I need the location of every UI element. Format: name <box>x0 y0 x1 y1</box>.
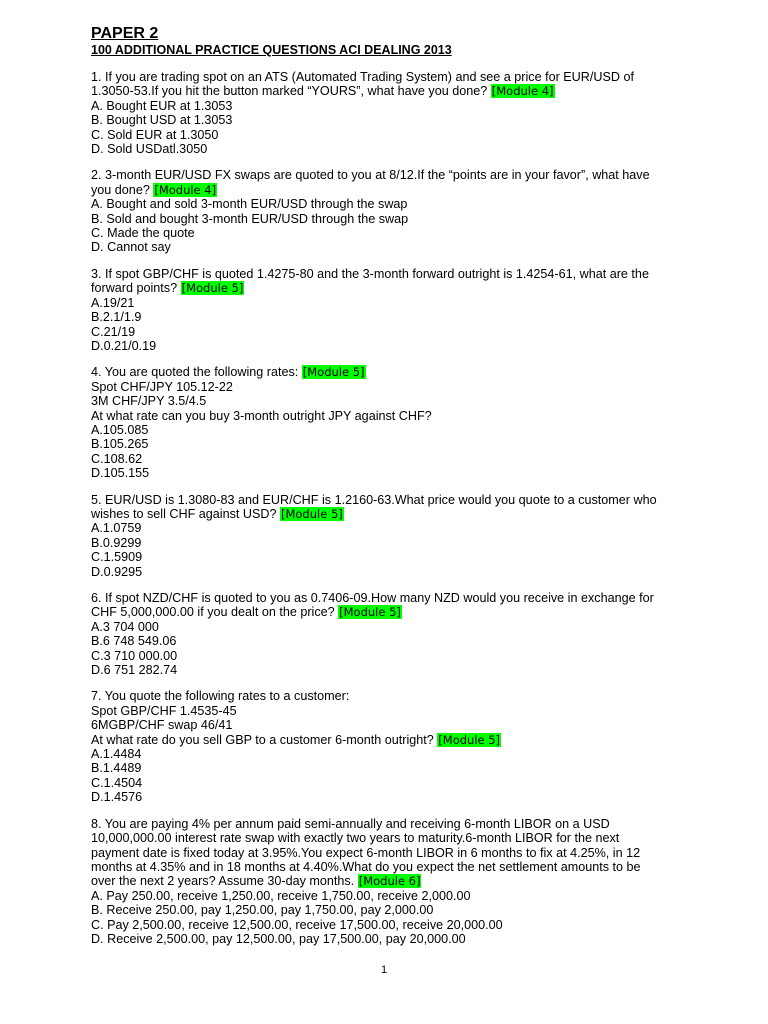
module-tag: [Module 5] <box>302 365 365 380</box>
module-tag: [Module 6] <box>358 874 421 889</box>
question-text: 5. EUR/USD is 1.3080-83 and EUR/CHF is 1.2160-63.What price would you quote to a customer who <box>91 492 657 507</box>
question-text: 1. If you are trading spot on an ATS (Automated Trading System) and see a price for EUR/USD of <box>91 70 634 84</box>
answer-option: A.19/21 <box>91 295 135 310</box>
question-text: 3M CHF/JPY 3.5/4.5 <box>91 394 207 409</box>
answer-option: D.105.155 <box>91 466 150 481</box>
answer-option: C. Sold EUR at 1.3050 <box>91 127 219 142</box>
answer-option: C.21/19 <box>91 324 136 339</box>
answer-option: C.108.62 <box>91 451 143 466</box>
answer-option: D.0.21/0.19 <box>91 338 157 353</box>
question-text: over the next 2 years? Assume 30-day months. [Module 6] <box>91 874 421 889</box>
question-text: At what rate can you buy 3-month outright JPY against CHF? <box>91 408 432 423</box>
question-text: Spot CHF/JPY 105.12-22 <box>91 379 233 394</box>
answer-option: A.105.085 <box>91 422 149 437</box>
question-text: months at 4.35% and in 18 months at 4.40%.What do you expect the net settlement amounts to be <box>91 859 641 874</box>
question-text: 6MGBP/CHF swap 46/41 <box>91 718 233 733</box>
question-text: 6. If spot NZD/CHF is quoted to you as 0.7406-09.How many NZD would you receive in exchange for <box>91 591 654 605</box>
answer-option: B.0.9299 <box>91 535 142 550</box>
question-3 <box>91 267 708 353</box>
question-4 <box>91 365 708 480</box>
answer-option: D. Receive 2,500.00, pay 12,500.00, pay 17,500.00, pay 20,000.00 <box>91 931 466 946</box>
module-tag: [Module 5] <box>280 506 343 521</box>
module-tag: [Module 4] <box>154 182 217 197</box>
question-text: 10,000,000.00 interest rate swap with exactly two years to maturity.6-month LIBOR for the next <box>91 831 620 846</box>
answer-option: D. Sold USDatl.3050 <box>91 142 208 157</box>
question-text: you done? [Module 4] <box>91 182 217 197</box>
answer-option: B. Bought USD at 1.3053 <box>91 113 233 128</box>
answer-option: B.2.1/1.9 <box>91 310 142 325</box>
question-text: 7. You quote the following rates to a customer: <box>91 689 350 704</box>
module-tag: [Module 5] <box>181 281 244 296</box>
question-text: 3. If spot GBP/CHF is quoted 1.4275-80 and the 3-month forward outright is 1.4254-61, what are the <box>91 266 649 281</box>
page-number: 1 <box>380 964 388 976</box>
question-text: 2. 3-month EUR/USD FX swaps are quoted to you at 8/12.If the “points are in your favor”, what have <box>91 168 650 183</box>
answer-option: D.0.9295 <box>91 564 143 579</box>
question-text: At what rate do you sell GBP to a customer 6-month outright? [Module 5] <box>91 732 501 747</box>
answer-option: B.1.4489 <box>91 761 142 776</box>
answer-option: A. Bought EUR at 1.3053 <box>91 98 233 113</box>
question-7 <box>91 689 708 804</box>
question-text: CHF 5,000,000.00 if you dealt on the price? [Module 5] <box>91 605 401 620</box>
answer-option: C. Pay 2,500.00, receive 12,500.00, receive 17,500.00, receive 20,000.00 <box>91 917 503 932</box>
answer-option: C.1.5909 <box>91 550 143 565</box>
answer-option: B.105.265 <box>91 437 149 452</box>
question-text: forward points? [Module 5] <box>91 281 244 296</box>
answer-option: A.3 704 000 <box>91 619 159 634</box>
question-text: 1.3050-53.If you hit the button marked “YOURS”, what have you done? [Module 4] <box>91 84 554 99</box>
answer-option: A.1.4484 <box>91 747 142 762</box>
answer-option: D.1.4576 <box>91 790 143 805</box>
answer-option: C.3 710 000.00 <box>91 648 178 663</box>
answer-option: A. Pay 250.00, receive 1,250.00, receive 1,750.00, receive 2,000.00 <box>91 888 471 903</box>
module-tag: [Module 4] <box>491 84 554 99</box>
question-text: wishes to sell CHF against USD? [Module 5] <box>91 506 343 521</box>
paper-title: PAPER 2 <box>91 25 159 42</box>
question-2 <box>91 168 708 254</box>
answer-option: C. Made the quote <box>91 226 195 241</box>
question-1 <box>91 70 708 156</box>
answer-option: A. Bought and sold 3-month EUR/USD through the swap <box>91 197 408 212</box>
answer-option: B.6 748 549.06 <box>91 634 177 649</box>
paper-subtitle: 100 ADDITIONAL PRACTICE QUESTIONS ACI DEALING 2013 <box>91 43 452 57</box>
answer-option: D.6 751 282.74 <box>91 663 178 678</box>
question-6 <box>91 591 708 677</box>
question-5 <box>91 493 708 579</box>
question-text: Spot GBP/CHF 1.4535-45 <box>91 703 237 718</box>
question-text: payment date is fixed today at 3.95%.You expect 6-month LIBOR in 6 months to fix at 4.25%, in 12 <box>91 845 641 860</box>
question-text: 8. You are paying 4% per annum paid semi-annually and receiving 6-month LIBOR on a USD <box>91 816 610 831</box>
answer-option: B. Sold and bought 3-month EUR/USD through the swap <box>91 211 409 226</box>
answer-option: B. Receive 250.00, pay 1,250.00, pay 1,750.00, pay 2,000.00 <box>91 903 434 918</box>
module-tag: [Module 5] <box>438 732 501 747</box>
answer-option: D. Cannot say <box>91 240 171 255</box>
module-tag: [Module 5] <box>339 605 401 620</box>
answer-option: C.1.4504 <box>91 775 143 790</box>
answer-option: A.1.0759 <box>91 521 142 536</box>
question-text: 4. You are quoted the following rates: [Module 5] <box>91 365 365 380</box>
question-8 <box>91 817 708 947</box>
